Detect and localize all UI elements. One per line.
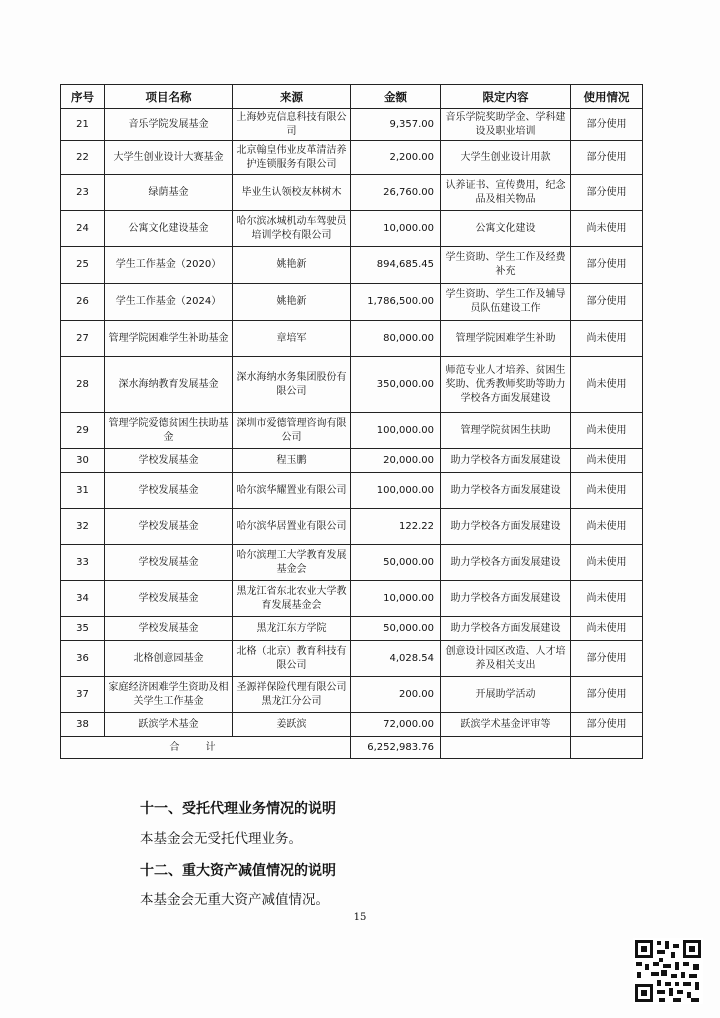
table-row bbox=[61, 211, 643, 247]
table-row bbox=[61, 473, 643, 509]
table-row bbox=[61, 321, 643, 357]
cell-index: 30 bbox=[61, 449, 105, 473]
table-row bbox=[61, 413, 643, 449]
cell-project-name: 学校发展基金 bbox=[105, 581, 233, 617]
cell-amount: 10,000.00 bbox=[351, 211, 441, 247]
header-source: 来源 bbox=[233, 85, 351, 109]
cell-amount: 50,000.00 bbox=[351, 617, 441, 641]
total-row bbox=[61, 737, 643, 759]
cell-index: 23 bbox=[61, 175, 105, 211]
total-label: 合计 bbox=[169, 741, 242, 753]
cell-usage-status: 部分使用 bbox=[571, 641, 643, 677]
cell-usage-status: 尚未使用 bbox=[571, 413, 643, 449]
cell-source: 姜跃滨 bbox=[233, 713, 351, 737]
table-row bbox=[61, 677, 643, 713]
qr-code-icon bbox=[633, 938, 703, 1004]
cell-restriction: 公寓文化建设 bbox=[441, 211, 571, 247]
cell-index: 34 bbox=[61, 581, 105, 617]
header-amount: 金额 bbox=[351, 85, 441, 109]
cell-project-name: 学校发展基金 bbox=[105, 545, 233, 581]
cell-usage-status: 尚未使用 bbox=[571, 357, 643, 413]
cell-usage-status: 部分使用 bbox=[571, 713, 643, 737]
cell-amount: 200.00 bbox=[351, 677, 441, 713]
cell-project-name: 音乐学院发展基金 bbox=[105, 109, 233, 141]
total-amount: 6,252,983.76 bbox=[351, 737, 441, 759]
cell-restriction: 助力学校各方面发展建设 bbox=[441, 509, 571, 545]
cell-usage-status: 尚未使用 bbox=[571, 617, 643, 641]
header-index: 序号 bbox=[61, 85, 105, 109]
cell-source: 姚艳新 bbox=[233, 247, 351, 284]
cell-index: 21 bbox=[61, 109, 105, 141]
cell-index: 29 bbox=[61, 413, 105, 449]
table-header-row bbox=[61, 85, 643, 109]
cell-source: 深水海纳水务集团股份有限公司 bbox=[233, 357, 351, 413]
cell-project-name: 深水海纳教育发展基金 bbox=[105, 357, 233, 413]
cell-amount: 1,786,500.00 bbox=[351, 284, 441, 321]
cell-restriction: 助力学校各方面发展建设 bbox=[441, 617, 571, 641]
section-heading: 十二、重大资产减值情况的说明 bbox=[140, 863, 336, 879]
cell-source: 黑龙江省东北农业大学教育发展基金会 bbox=[233, 581, 351, 617]
table-row bbox=[61, 449, 643, 473]
cell-index: 22 bbox=[61, 141, 105, 175]
cell-source: 圣源祥保险代理有限公司黑龙江分公司 bbox=[233, 677, 351, 713]
cell-index: 36 bbox=[61, 641, 105, 677]
cell-amount: 10,000.00 bbox=[351, 581, 441, 617]
cell-amount: 4,028.54 bbox=[351, 641, 441, 677]
cell-index: 31 bbox=[61, 473, 105, 509]
cell-restriction: 创意设计园区改造、人才培养及相关支出 bbox=[441, 641, 571, 677]
cell-amount: 26,760.00 bbox=[351, 175, 441, 211]
table-row bbox=[61, 141, 643, 175]
cell-amount: 2,200.00 bbox=[351, 141, 441, 175]
cell-source: 北京翰皇伟业皮革清洁养护连锁服务有限公司 bbox=[233, 141, 351, 175]
table-body bbox=[61, 109, 643, 737]
table-row bbox=[61, 713, 643, 737]
cell-restriction: 管理学院困难学生补助 bbox=[441, 321, 571, 357]
cell-restriction: 助力学校各方面发展建设 bbox=[441, 473, 571, 509]
cell-source: 姚艳新 bbox=[233, 284, 351, 321]
table-row bbox=[61, 175, 643, 211]
cell-restriction: 师范专业人才培养、贫困生奖助、优秀教师奖助等助力学校各方面发展建设 bbox=[441, 357, 571, 413]
cell-project-name: 跃滨学术基金 bbox=[105, 713, 233, 737]
table-row bbox=[61, 509, 643, 545]
cell-amount: 72,000.00 bbox=[351, 713, 441, 737]
cell-amount: 894,685.45 bbox=[351, 247, 441, 284]
cell-index: 33 bbox=[61, 545, 105, 581]
cell-usage-status: 尚未使用 bbox=[571, 211, 643, 247]
total-empty-cell bbox=[441, 737, 571, 759]
page-number: 15 bbox=[353, 912, 367, 923]
cell-project-name: 学生工作基金（2020） bbox=[105, 247, 233, 284]
cell-index: 37 bbox=[61, 677, 105, 713]
table-row bbox=[61, 357, 643, 413]
cell-amount: 80,000.00 bbox=[351, 321, 441, 357]
header-restriction: 限定内容 bbox=[441, 85, 571, 109]
cell-source: 上海妙克信息科技有限公司 bbox=[233, 109, 351, 141]
cell-source: 程玉鹏 bbox=[233, 449, 351, 473]
cell-restriction: 学生资助、学生工作及辅导员队伍建设工作 bbox=[441, 284, 571, 321]
cell-project-name: 绿荫基金 bbox=[105, 175, 233, 211]
cell-usage-status: 尚未使用 bbox=[571, 509, 643, 545]
cell-index: 32 bbox=[61, 509, 105, 545]
cell-project-name: 学校发展基金 bbox=[105, 473, 233, 509]
cell-project-name: 学校发展基金 bbox=[105, 509, 233, 545]
cell-restriction: 助力学校各方面发展建设 bbox=[441, 449, 571, 473]
cell-usage-status: 部分使用 bbox=[571, 247, 643, 284]
cell-usage-status: 部分使用 bbox=[571, 677, 643, 713]
cell-amount: 100,000.00 bbox=[351, 473, 441, 509]
table-row bbox=[61, 641, 643, 677]
cell-amount: 122.22 bbox=[351, 509, 441, 545]
cell-restriction: 音乐学院奖助学金、学科建设及职业培训 bbox=[441, 109, 571, 141]
cell-index: 38 bbox=[61, 713, 105, 737]
cell-index: 25 bbox=[61, 247, 105, 284]
cell-amount: 20,000.00 bbox=[351, 449, 441, 473]
cell-amount: 50,000.00 bbox=[351, 545, 441, 581]
cell-project-name: 学校发展基金 bbox=[105, 449, 233, 473]
total-label-cell bbox=[61, 737, 351, 759]
fund-table bbox=[60, 84, 643, 759]
table-row bbox=[61, 247, 643, 284]
cell-amount: 350,000.00 bbox=[351, 357, 441, 413]
cell-source: 黑龙江东方学院 bbox=[233, 617, 351, 641]
header-project-name: 项目名称 bbox=[105, 85, 233, 109]
table-row bbox=[61, 545, 643, 581]
cell-restriction: 管理学院贫困生扶助 bbox=[441, 413, 571, 449]
cell-restriction: 开展助学活动 bbox=[441, 677, 571, 713]
cell-usage-status: 部分使用 bbox=[571, 141, 643, 175]
cell-project-name: 学生工作基金（2024） bbox=[105, 284, 233, 321]
cell-source: 北格（北京）教育科技有限公司 bbox=[233, 641, 351, 677]
cell-index: 35 bbox=[61, 617, 105, 641]
cell-usage-status: 部分使用 bbox=[571, 175, 643, 211]
cell-usage-status: 部分使用 bbox=[571, 109, 643, 141]
cell-project-name: 管理学院爱德贫困生扶助基金 bbox=[105, 413, 233, 449]
cell-source: 哈尔滨华居置业有限公司 bbox=[233, 509, 351, 545]
cell-index: 28 bbox=[61, 357, 105, 413]
cell-source: 哈尔滨华耀置业有限公司 bbox=[233, 473, 351, 509]
total-empty-cell bbox=[571, 737, 643, 759]
cell-project-name: 公寓文化建设基金 bbox=[105, 211, 233, 247]
cell-source: 深圳市爱德管理咨询有限公司 bbox=[233, 413, 351, 449]
section-body: 本基金会无受托代理业务。 bbox=[140, 831, 302, 847]
cell-restriction: 助力学校各方面发展建设 bbox=[441, 581, 571, 617]
cell-usage-status: 尚未使用 bbox=[571, 321, 643, 357]
section-body: 本基金会无重大资产减值情况。 bbox=[140, 892, 329, 908]
cell-restriction: 跃滨学术基金评审等 bbox=[441, 713, 571, 737]
cell-index: 24 bbox=[61, 211, 105, 247]
cell-project-name: 学校发展基金 bbox=[105, 617, 233, 641]
cell-source: 毕业生认领校友林树木 bbox=[233, 175, 351, 211]
cell-index: 26 bbox=[61, 284, 105, 321]
cell-project-name: 家庭经济困难学生资助及相关学生工作基金 bbox=[105, 677, 233, 713]
cell-index: 27 bbox=[61, 321, 105, 357]
cell-project-name: 管理学院困难学生补助基金 bbox=[105, 321, 233, 357]
cell-amount: 9,357.00 bbox=[351, 109, 441, 141]
cell-usage-status: 尚未使用 bbox=[571, 581, 643, 617]
cell-project-name: 大学生创业设计大赛基金 bbox=[105, 141, 233, 175]
cell-source: 章培军 bbox=[233, 321, 351, 357]
cell-usage-status: 尚未使用 bbox=[571, 473, 643, 509]
table-row bbox=[61, 581, 643, 617]
table-row bbox=[61, 617, 643, 641]
cell-project-name: 北格创意园基金 bbox=[105, 641, 233, 677]
section-heading: 十一、受托代理业务情况的说明 bbox=[140, 801, 336, 817]
table-row bbox=[61, 284, 643, 321]
cell-source: 哈尔滨冰城机动车驾驶员培训学校有限公司 bbox=[233, 211, 351, 247]
cell-restriction: 助力学校各方面发展建设 bbox=[441, 545, 571, 581]
header-usage-status: 使用情况 bbox=[571, 85, 643, 109]
cell-usage-status: 部分使用 bbox=[571, 284, 643, 321]
cell-usage-status: 尚未使用 bbox=[571, 545, 643, 581]
cell-usage-status: 尚未使用 bbox=[571, 449, 643, 473]
cell-source: 哈尔滨理工大学教育发展基金会 bbox=[233, 545, 351, 581]
cell-amount: 100,000.00 bbox=[351, 413, 441, 449]
cell-restriction: 大学生创业设计用款 bbox=[441, 141, 571, 175]
table-row bbox=[61, 109, 643, 141]
cell-restriction: 认养证书、宣传费用，纪念品及相关物品 bbox=[441, 175, 571, 211]
cell-restriction: 学生资助、学生工作及经费补充 bbox=[441, 247, 571, 284]
